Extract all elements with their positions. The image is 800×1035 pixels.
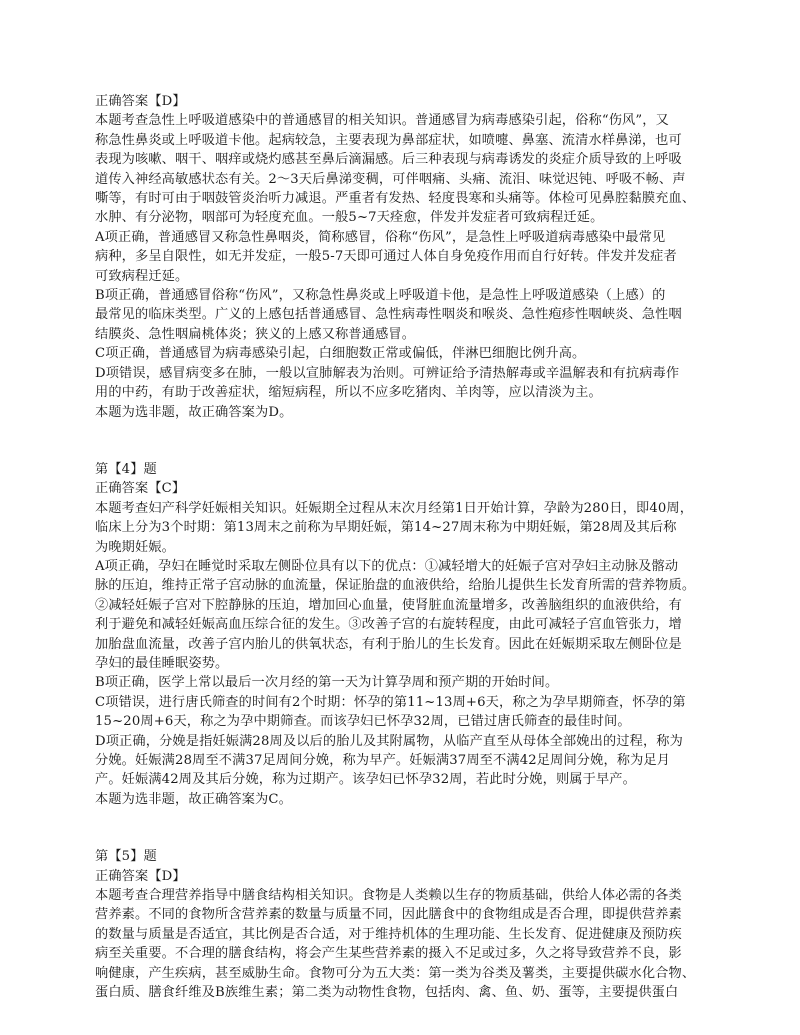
- text-line: 临床上分为3个时期：第13周末之前称为早期妊娠，第14~27周末称为中期妊娠，第28周及其后称: [95, 520, 677, 536]
- text-line: 用的中药，有助于改善症状，缩短病程，所以不应多吃猪肉、羊肉等，应以清淡为主。: [95, 385, 602, 401]
- question-answer-section: [95, 847, 715, 1002]
- text-line: 本题为选非题，故正确答案为C。: [95, 791, 292, 807]
- text-line: 嘶等，有时可由于咽鼓管炎治听力减退。严重者有发热、轻度畏寒和头痛等。体检可见鼻腔黏膜充血、: [95, 191, 696, 207]
- text-line: 正确答案【D】: [95, 868, 186, 884]
- text-line: 道传入神经高敏感状态有关。2～3天后鼻涕变稠，可伴咽痛、头痛、流泪、味觉迟钝、呼吸不畅、声: [95, 171, 686, 187]
- text-line: 为晚期妊娠。: [95, 539, 176, 555]
- text-line: 正确答案【C】: [95, 481, 186, 497]
- document-page: [95, 92, 715, 1002]
- text-line: 脉的压迫，维持正常子宫动脉的血流量，保证胎盘的血液供给，给胎儿提供生长发育所需的营养物质。: [95, 578, 696, 594]
- text-line: ②减轻妊娠子宫对下腔静脉的压迫，增加回心血量，使肾脏血流量增多，改善脑组织的血液供给，有: [95, 597, 682, 613]
- section-spacer: [95, 809, 715, 847]
- text-line: 本题考查妇产科学妊娠相关知识。妊娠期全过程从末次月经第1日开始计算，孕龄为280日，即40周，: [95, 500, 694, 516]
- text-line: 表现为咳嗽、咽干、咽痒或烧灼感甚至鼻后滴漏感。后三种表现与病毒诱发的炎症介质导致的上呼吸: [95, 152, 682, 168]
- text-line: 第【5】题: [95, 849, 157, 865]
- text-line: 加胎盘血流量，改善子宫内胎儿的供氧状态，有利于胎儿的生长发育。因此在妊娠期采取左侧卧位是: [95, 636, 682, 652]
- text-line: 本题考查急性上呼吸道感染中的普通感冒的相关知识。普通感冒为病毒感染引起，俗称“伤风”，又: [95, 113, 669, 129]
- text-line: 营养素。不同的食物所含营养素的数量与质量不同，因此膳食中的食物组成是否合理，即提供营养素: [95, 907, 682, 923]
- question-answer-section: [95, 460, 715, 809]
- text-line: 水肿、有分泌物，咽部可为轻度充血。一般5~7天痊愈，伴发并发症者可致病程迁延。: [95, 210, 604, 226]
- text-line: 第【4】题: [95, 461, 157, 477]
- text-line: 蛋白质、膳食纤维及B族维生素；第二类为动物性食物，包括肉、禽、鱼、奶、蛋等，主要提供蛋白: [95, 985, 679, 1001]
- question-answer-section: [95, 92, 715, 422]
- text-line: C项正确，普通感冒为病毒感染引起，白细胞数正常或偏低，伴淋巴细胞比例升高。: [95, 346, 586, 362]
- text-line: 利于避免和减轻妊娠高血压综合征的发生。③改善子宫的右旋转程度，由此可减轻子宫血管张力，增: [95, 617, 682, 633]
- text-line: B项正确，普通感冒俗称“伤风”，又称急性鼻炎或上呼吸道卡他，是急性上呼吸道感染（上感）的: [95, 288, 666, 304]
- text-line: 响健康，产生疾病，甚至威胁生命。食物可分为五大类：第一类为谷类及薯类，主要提供碳水化合物、: [95, 965, 696, 981]
- text-line: B项正确，医学上常以最后一次月经的第一天为计算孕周和预产期的开始时间。: [95, 675, 559, 691]
- text-line: 15~20周+6天，称之为孕中期筛查。而该孕妇已怀孕32周，已错过唐氏筛查的最佳时间。: [95, 714, 631, 730]
- text-line: D项错误，感冒病变多在肺，一般以宣肺解表为治则。可辨证给予清热解毒或辛温解表和有抗病毒作: [95, 365, 680, 381]
- text-line: 本题考查合理营养指导中膳食结构相关知识。食物是人类赖以生存的物质基础，供给人体必需的各类: [95, 888, 682, 904]
- text-line: 称急性鼻炎或上呼吸道卡他。起病较急，主要表现为鼻部症状，如喷嚏、鼻塞、流清水样鼻涕，也可: [95, 132, 682, 148]
- text-line: 可致病程迁延。: [95, 268, 189, 284]
- text-line: 的数量与质量是否适宜，其比例是否合适，对于维持机体的生理功能、生长发育、促进健康及预防疾: [95, 926, 682, 942]
- text-line: 病至关重要。不合理的膳食结构，将会产生某些营养素的摄入不足或过多，久之将导致营养不良，影: [95, 946, 682, 962]
- text-line: C项错误，进行唐氏筛查的时间有2个时期：怀孕的第11~13周+6天，称之为孕早期筛查，怀孕的第: [95, 694, 686, 710]
- text-line: 孕妇的最佳睡眠姿势。: [95, 655, 229, 671]
- section-spacer: [95, 422, 715, 460]
- text-line: D项正确，分娩是指妊娠满28周及以后的胎儿及其附属物，从临产直至从母体全部娩出的过程，称为: [95, 733, 683, 749]
- text-line: A项正确，孕妇在睡觉时采取左侧卧位具有以下的优点：①减轻增大的妊娠子宫对孕妇主动脉及髂动: [95, 558, 679, 574]
- text-line: A项正确，普通感冒又称急性鼻咽炎，简称感冒，俗称“伤风”，是急性上呼吸道病毒感染中最常见: [95, 229, 666, 245]
- text-line: 病种，多呈自限性，如无并发症，一般5-7天即可通过人体自身免疫作用而自行好转。伴发并发症者: [95, 249, 677, 265]
- text-line: 最常见的临床类型。广义的上感包括普通感冒、急性病毒性咽炎和喉炎、急性疱疹性咽峡炎、急性咽: [95, 307, 682, 323]
- text-line: 产。妊娠满42周及其后分娩，称为过期产。该孕妇已怀孕32周，若此时分娩，则属于早产。: [95, 772, 636, 788]
- text-line: 结膜炎、急性咽扁桃体炎；狭义的上感又称普通感冒。: [95, 326, 416, 342]
- text-line: 分娩。妊娠满28周至不满37足周间分娩，称为早产。妊娠满37周至不满42足周间分娩，称为足月: [95, 753, 671, 768]
- text-line: 正确答案【D】: [95, 94, 186, 109]
- text-line: 本题为选非题，故正确答案为D。: [95, 404, 293, 420]
